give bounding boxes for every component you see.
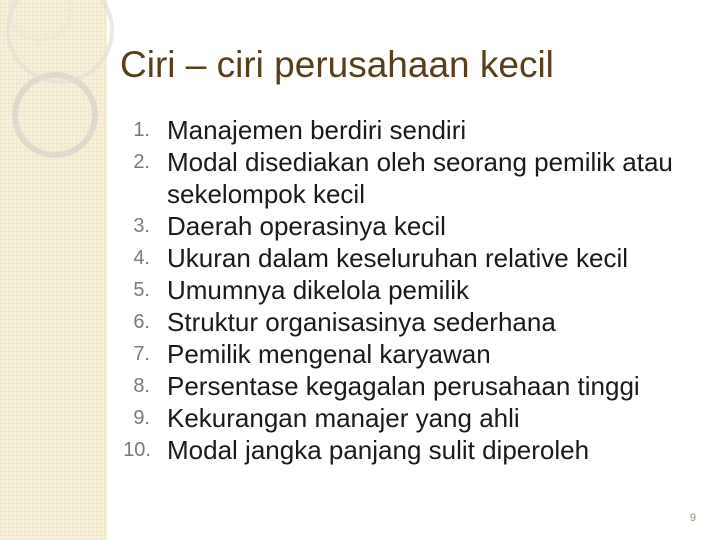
list-item — [0, 434, 720, 466]
list-item-text: Umumnya dikelola pemilik — [167, 275, 469, 305]
list-item — [0, 370, 720, 402]
list-item-number: 6. — [133, 311, 150, 333]
list-item — [0, 338, 720, 370]
list-item — [0, 114, 720, 146]
list-item — [0, 242, 720, 274]
list-item — [0, 306, 720, 338]
list-item — [0, 146, 720, 210]
list-item-text: Struktur organisasinya sederhana — [167, 307, 556, 337]
list-item-number: 2. — [133, 151, 150, 173]
list-item-number: 1. — [133, 119, 150, 141]
slide-number: 9 — [689, 512, 696, 524]
list-item-number: 3. — [133, 215, 150, 237]
list-item-number: 4. — [133, 247, 150, 269]
list-item-text: Persentase kegagalan perusahaan tinggi — [167, 371, 640, 401]
list-item — [0, 402, 720, 434]
list-item-text: Modal jangka panjang sulit diperoleh — [167, 435, 590, 465]
list-item-text: Kekurangan manajer yang ahli — [167, 403, 520, 433]
list-item-text: Daerah operasinya kecil — [167, 211, 446, 241]
numbered-list — [0, 114, 720, 466]
list-item-text: Manajemen berdiri sendiri — [167, 115, 467, 145]
list-item — [0, 274, 720, 306]
list-item-number: 9. — [133, 407, 150, 429]
list-item-number: 5. — [133, 279, 150, 301]
list-item-number: 8. — [133, 375, 150, 397]
list-item-number: 10. — [123, 439, 151, 461]
slide-title: Ciri – ciri perusahaan kecil — [120, 44, 554, 85]
list-item-number: 7. — [133, 343, 150, 365]
list-item-text: Ukuran dalam keseluruhan relative kecil — [167, 243, 629, 273]
list-item — [0, 210, 720, 242]
list-item-text: Pemilik mengenal karyawan — [167, 339, 491, 369]
list-item-text: Modal disediakan oleh seorang pemilik atau sekelompok kecil — [167, 147, 673, 209]
